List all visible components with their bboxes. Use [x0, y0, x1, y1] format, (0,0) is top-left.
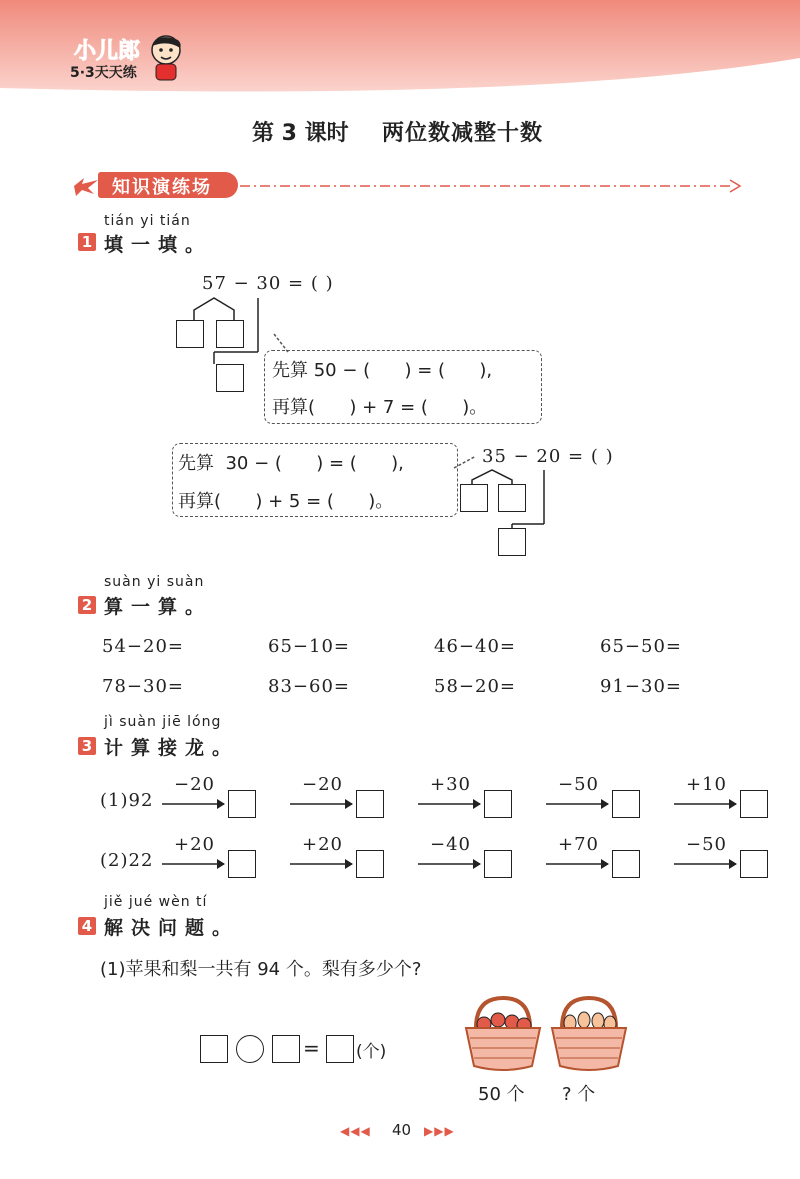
q3-chain2-answer-box[interactable]	[356, 850, 384, 878]
q2-item: 78−30=	[102, 676, 184, 697]
pear-basket-icon	[548, 994, 630, 1074]
q1-number: 1	[78, 233, 96, 251]
q3-chain2-answer-box[interactable]	[228, 850, 256, 878]
q3-chain2-op-label: +20	[302, 834, 343, 855]
apple-basket-icon	[462, 994, 544, 1074]
q3-chain2-answer-box[interactable]	[612, 850, 640, 878]
q3-chain2-op-label: +70	[558, 834, 599, 855]
q3-number: 3	[78, 737, 96, 755]
page-right-arrows-icon: ▶▶▶	[424, 1124, 455, 1138]
q2-item: 54−20=	[102, 636, 184, 657]
q2-number: 2	[78, 596, 96, 614]
q1-box-result-a[interactable]	[216, 364, 244, 392]
q3-chain2-op-label: −50	[686, 834, 727, 855]
q3-chain1-op-label: −20	[174, 774, 215, 795]
brand-logo	[66, 30, 196, 90]
q3-chain2-arrow	[162, 858, 226, 870]
q2-item: 58−20=	[434, 676, 516, 697]
q4-box-3[interactable]	[326, 1035, 354, 1063]
q3-chain1-op-label: +30	[430, 774, 471, 795]
q3-chain2-arrow	[674, 858, 738, 870]
q2-title: 算一算。	[104, 596, 213, 618]
q4-operator-circle[interactable]	[236, 1035, 264, 1063]
q3-chain2-arrow	[418, 858, 482, 870]
q4-box-1[interactable]	[200, 1035, 228, 1063]
q2-pinyin: suàn yi suàn	[104, 574, 205, 590]
q3-chain1-answer-box[interactable]	[484, 790, 512, 818]
q4-pinyin: jiě jué wèn tí	[104, 894, 208, 910]
q1-box-tens-b[interactable]	[460, 484, 488, 512]
q2-item: 83−60=	[268, 676, 350, 697]
section-title: 知识演练场	[112, 177, 212, 198]
q3-chain1-arrow	[674, 798, 738, 810]
q3-chain1-op-label: −50	[558, 774, 599, 795]
q1-hint-b-line1: 先算 30 − ( ) = ( ),	[178, 453, 404, 474]
brand-name: 小儿郎	[74, 39, 141, 64]
page-left-arrows-icon: ◀◀◀	[340, 1124, 371, 1138]
page-number: 40	[392, 1121, 412, 1139]
q3-pinyin: jì suàn jiē lóng	[104, 714, 222, 730]
q1-hint-a-line2: 再算( ) + 7 = ( )。	[272, 397, 488, 418]
q1-hint-b-line2: 再算( ) + 5 = ( )。	[178, 491, 394, 512]
lesson-title: 两位数减整十数	[382, 121, 544, 146]
q3-chain1-answer-box[interactable]	[740, 790, 768, 818]
q1-box-result-b[interactable]	[498, 528, 526, 556]
q1-box-tens-a[interactable]	[176, 320, 204, 348]
q3-chain2-arrow	[290, 858, 354, 870]
q3-chain1-arrow	[546, 798, 610, 810]
q3-chain1-label: (1)92	[100, 790, 154, 811]
q3-chain1-op-label: −20	[302, 774, 343, 795]
q3-chain2-label: (2)22	[100, 850, 154, 871]
lesson-number: 第 3 课时	[252, 121, 349, 146]
mascot-icon	[148, 32, 184, 82]
q3-chain1-arrow	[290, 798, 354, 810]
q4-title: 解决问题。	[104, 917, 240, 939]
q4-box-2[interactable]	[272, 1035, 300, 1063]
q1-box-ones-a[interactable]	[216, 320, 244, 348]
q2-item: 46−40=	[434, 636, 516, 657]
q2-item: 65−10=	[268, 636, 350, 657]
q3-chain2-answer-box[interactable]	[740, 850, 768, 878]
q4-basket-right-label: ? 个	[562, 1084, 596, 1105]
q1-title: 填一填。	[104, 234, 213, 256]
q4-equals: =	[303, 1036, 320, 1060]
q3-chain1-answer-box[interactable]	[228, 790, 256, 818]
q3-chain1-answer-box[interactable]	[356, 790, 384, 818]
q3-chain1-arrow	[418, 798, 482, 810]
q1-hint-a-line1: 先算 50 − ( ) = ( ),	[272, 360, 493, 381]
q3-chain2-answer-box[interactable]	[484, 850, 512, 878]
q4-number: 4	[78, 917, 96, 935]
q1-pinyin: tián yi tián	[104, 213, 191, 229]
q3-chain1-op-label: +10	[686, 774, 727, 795]
q1-box-ones-b[interactable]	[498, 484, 526, 512]
q1-equation-b: 35 − 20 = ( )	[482, 446, 614, 467]
section-heading	[72, 172, 742, 200]
q1-equation-a: 57 − 30 = ( )	[202, 273, 334, 294]
dash-dot-arrow	[240, 178, 742, 194]
q4-problem-1: (1)苹果和梨一共有 94 个。梨有多少个?	[100, 959, 422, 980]
q2-item: 65−50=	[600, 636, 682, 657]
q3-chain1-answer-box[interactable]	[612, 790, 640, 818]
q3-chain2-op-label: −40	[430, 834, 471, 855]
q3-chain2-op-label: +20	[174, 834, 215, 855]
q4-unit: (个)	[356, 1042, 387, 1062]
brand-sub: 5·3天天练	[70, 65, 137, 81]
bubble-tail-a	[272, 332, 292, 354]
q3-chain1-arrow	[162, 798, 226, 810]
q3-chain2-arrow	[546, 858, 610, 870]
q2-item: 91−30=	[600, 676, 682, 697]
q3-title: 计算接龙。	[104, 737, 240, 759]
q4-basket-left-label: 50 个	[478, 1084, 525, 1105]
